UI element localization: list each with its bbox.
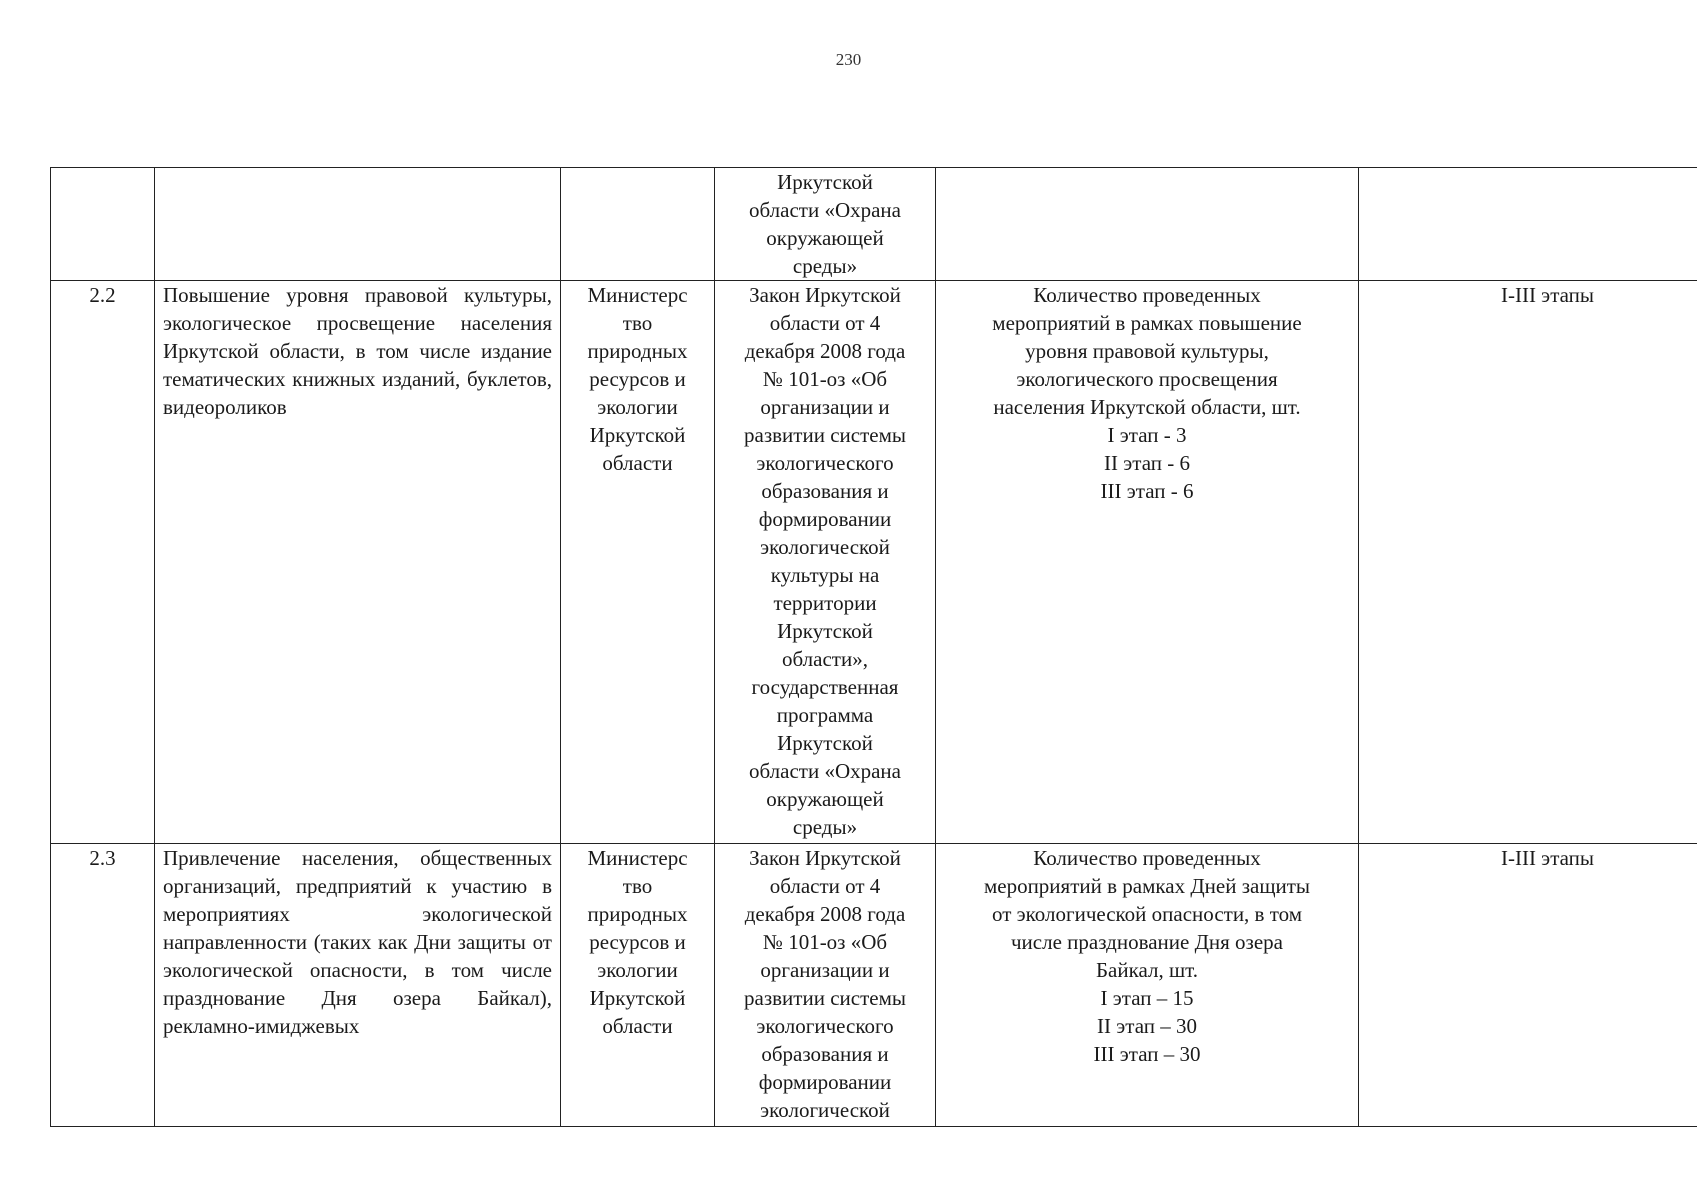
indicator-cell	[936, 844, 1359, 1127]
legal-basis-line: № 101-оз «Об	[762, 930, 888, 954]
legal-basis-line: программа	[776, 703, 874, 727]
legal-basis-line: образования и	[761, 479, 889, 503]
legal-basis-line: среды»	[792, 815, 858, 839]
row-number-cell: 2.3	[51, 844, 155, 1127]
indicator-cell	[936, 168, 1359, 281]
measure-name-cell: Повышение уровня правовой культуры, экологическое просвещение населения Иркутской области, в том числе издание тематических книжных изданий, буклетов, видеороликов	[155, 281, 561, 844]
executor-line: Иркутской	[589, 423, 686, 447]
legal-basis-line: окружающей	[766, 226, 884, 250]
measures-table	[50, 167, 1697, 1127]
indicator-line: III этап - 6	[1100, 479, 1194, 503]
legal-basis-line: области от 4	[769, 874, 881, 898]
indicator-line: II этап - 6	[1104, 451, 1190, 475]
legal-basis-line: развитии системы	[744, 423, 906, 447]
indicator-line: Байкал, шт.	[1095, 958, 1198, 982]
stage-cell: I-III этапы	[1359, 281, 1697, 844]
indicator-line: мероприятий в рамках Дней защиты	[983, 874, 1311, 898]
table-row	[51, 168, 1697, 281]
legal-basis-line: организации и	[760, 958, 890, 982]
legal-basis-line: декабря 2008 года	[744, 339, 906, 363]
legal-basis-line: области «Охрана	[749, 759, 901, 783]
executor-line: природных	[587, 902, 688, 926]
legal-basis-line: образования и	[761, 1042, 889, 1066]
table-row	[51, 844, 1697, 1127]
indicator-line: Количество проведенных	[1033, 846, 1261, 870]
indicator-line: мероприятий в рамках повышение	[992, 311, 1302, 335]
executor-line: экологии	[597, 958, 678, 982]
legal-basis-line: экологического	[756, 1014, 894, 1038]
legal-basis-line: среды»	[792, 254, 858, 278]
legal-basis-line: экологического	[756, 451, 894, 475]
legal-basis-line: декабря 2008 года	[744, 902, 906, 926]
table-row	[51, 281, 1697, 844]
executor-line: тво	[622, 311, 653, 335]
legal-basis-line: области от 4	[769, 311, 881, 335]
legal-basis-line: области «Охрана	[749, 198, 901, 222]
executor-line: природных	[587, 339, 688, 363]
legal-basis-line: № 101-оз «Об	[762, 367, 888, 391]
executor-line: ресурсов и	[589, 367, 686, 391]
executor-line: Иркутской	[589, 986, 686, 1010]
indicator-line: III этап – 30	[1093, 1042, 1201, 1066]
indicator-line: I этап - 3	[1107, 423, 1187, 447]
indicator-cell	[936, 281, 1359, 844]
executor-line: экологии	[597, 395, 678, 419]
measure-name-cell: Привлечение населения, общественных организаций, предприятий к участию в мероприятиях экологической направленности (таких как Дни защиты от экологической опасности, в том числе празднование Дня озера Байкал), рекламно-имиджевых	[155, 844, 561, 1127]
executor-cell	[561, 844, 715, 1127]
indicator-line: экологического просвещения	[1016, 367, 1278, 391]
legal-basis-line: Закон Иркутской	[749, 283, 901, 307]
legal-basis-line: области»,	[782, 647, 868, 671]
legal-basis-line: территории	[773, 591, 877, 615]
indicator-line: Количество проведенных	[1033, 283, 1261, 307]
indicator-line: II этап – 30	[1097, 1014, 1197, 1038]
legal-basis-line: Иркутской	[777, 731, 873, 755]
page-number: 230	[835, 50, 862, 69]
indicator-line: числе празднование Дня озера	[1011, 930, 1283, 954]
legal-basis-line: развитии системы	[744, 986, 906, 1010]
executor-line: тво	[622, 874, 653, 898]
row-number-cell	[51, 168, 155, 281]
indicator-line: I этап – 15	[1100, 986, 1194, 1010]
legal-basis-line: Иркутской	[777, 170, 873, 194]
indicator-line: от экологической опасности, в том	[991, 902, 1303, 926]
row-number-cell: 2.2	[51, 281, 155, 844]
legal-basis-cell	[715, 281, 936, 844]
executor-line: области	[602, 451, 673, 475]
executor-cell	[561, 168, 715, 281]
legal-basis-cell	[715, 844, 936, 1127]
legal-basis-line: экологической	[760, 535, 890, 559]
stage-cell	[1359, 168, 1697, 281]
indicator-line: уровня правовой культуры,	[1025, 339, 1269, 363]
measure-name-cell	[155, 168, 561, 281]
legal-basis-line: экологической	[760, 1098, 890, 1122]
legal-basis-line: формировании	[758, 1070, 892, 1094]
legal-basis-line: организации и	[760, 395, 890, 419]
legal-basis-line: государственная	[751, 675, 899, 699]
executor-line: Министерс	[587, 846, 688, 870]
legal-basis-line: Иркутской	[777, 619, 873, 643]
legal-basis-line: культуры на	[770, 563, 880, 587]
legal-basis-line: окружающей	[766, 787, 884, 811]
executor-cell	[561, 281, 715, 844]
stage-cell: I-III этапы	[1359, 844, 1697, 1127]
legal-basis-line: формировании	[758, 507, 892, 531]
executor-line: ресурсов и	[589, 930, 686, 954]
executor-line: Министерс	[587, 283, 688, 307]
indicator-line: населения Иркутской области, шт.	[993, 395, 1301, 419]
executor-line: области	[602, 1014, 673, 1038]
legal-basis-cell	[715, 168, 936, 281]
legal-basis-line: Закон Иркутской	[749, 846, 901, 870]
